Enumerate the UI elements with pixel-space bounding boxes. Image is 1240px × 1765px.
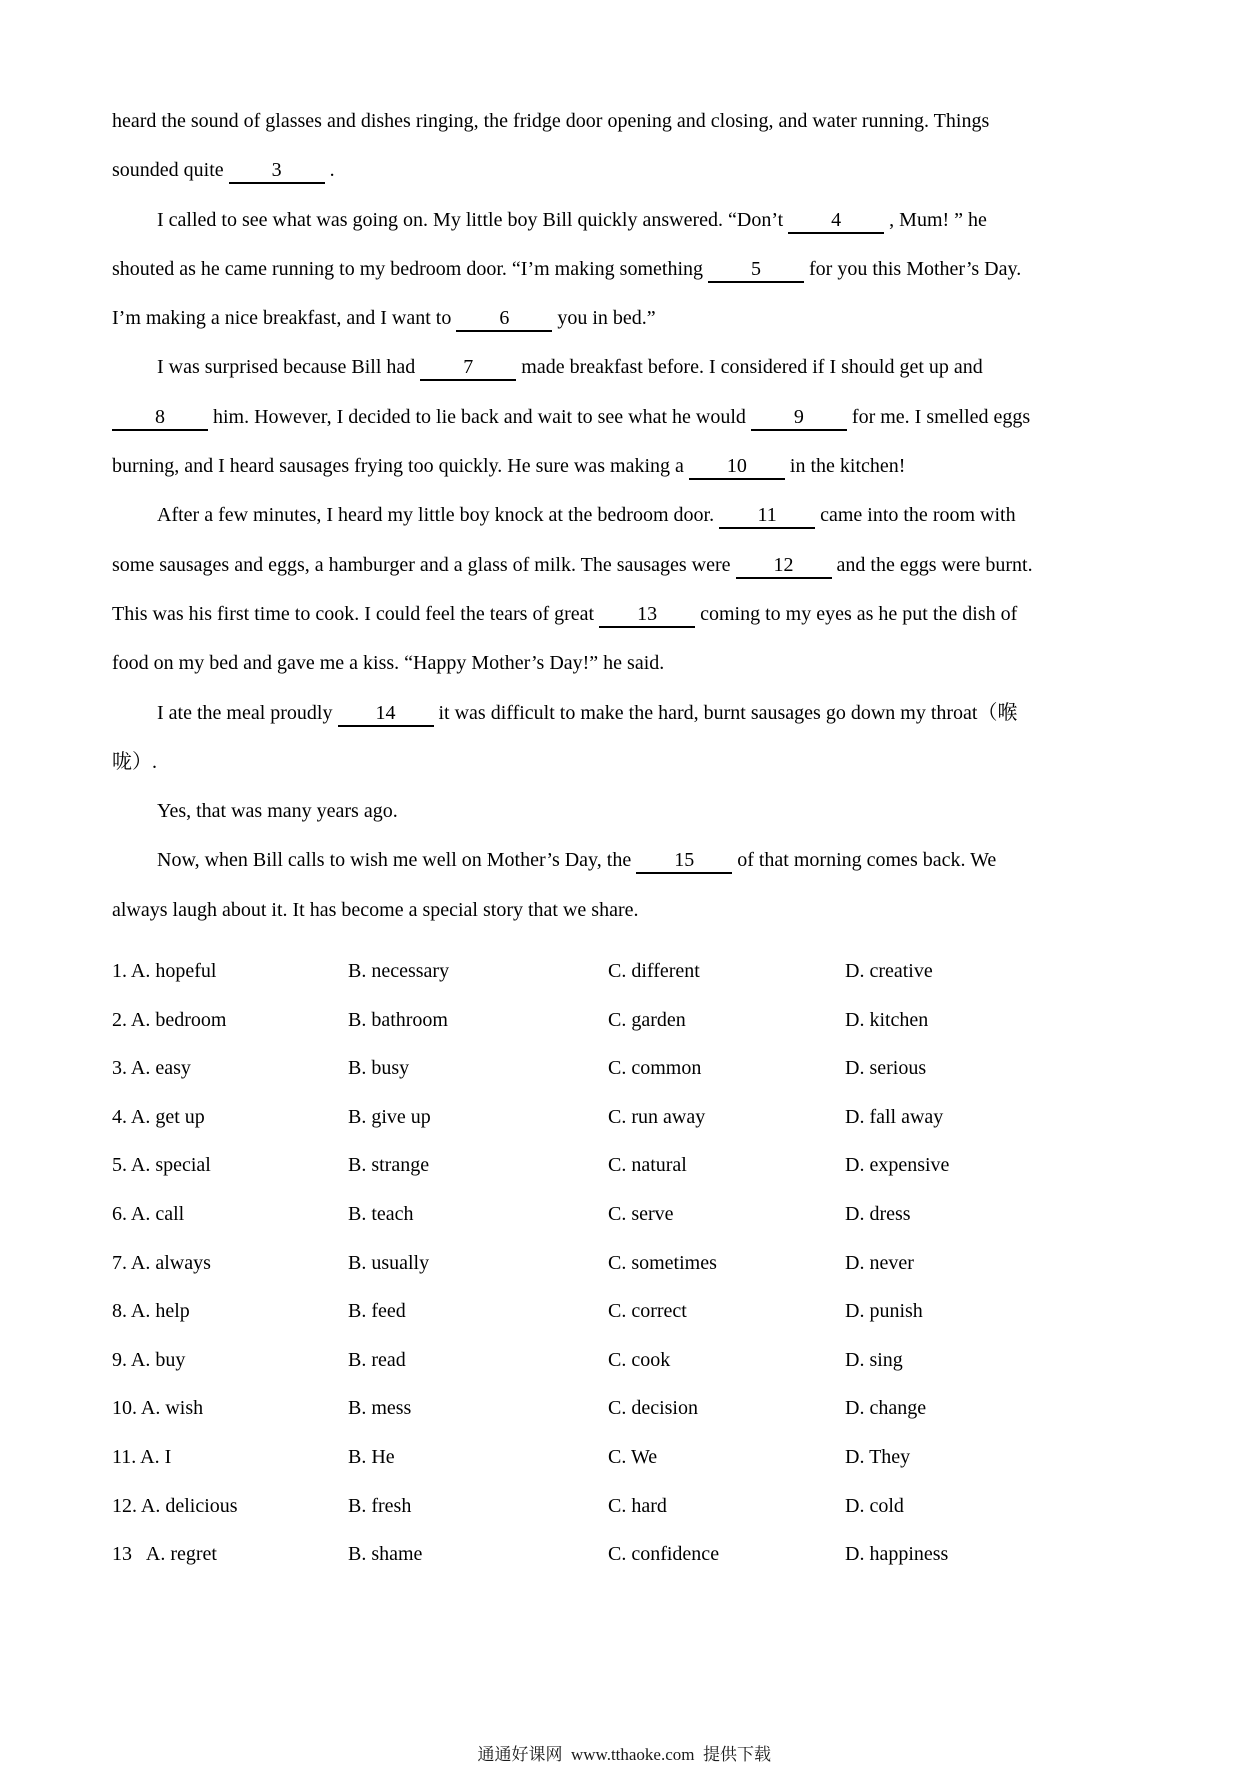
blank-5: 5 <box>708 258 804 283</box>
option-row-9-cell-c: C. cook <box>608 1348 671 1371</box>
passage-text: and the eggs were burnt. <box>831 553 1033 576</box>
blank-10: 10 <box>689 455 785 480</box>
option-row-4-cell-a: 4. A. get up <box>112 1105 205 1128</box>
document-page-content <box>112 97 1192 1579</box>
option-row-3-cell-a: 3. A. easy <box>112 1057 191 1080</box>
option-row-6-cell-a: 6. A. call <box>112 1203 185 1226</box>
passage-text: in the kitchen! <box>784 455 906 478</box>
passage-line-7 <box>112 393 1192 442</box>
option-row-13-cell-d: D. happiness <box>845 1543 949 1566</box>
passage-text: Yes, that was many years ago. <box>157 800 398 823</box>
option-row-2-cell-b: B. bathroom <box>348 1008 448 1031</box>
option-row-10-cell-b: B. mess <box>348 1397 412 1420</box>
passage-line-6 <box>112 343 1192 392</box>
passage-text: burning, and I heard sausages frying too quickly. He sure was making a <box>112 455 689 478</box>
passage-text: After a few minutes, I heard my little boy knock at the bedroom door. <box>157 504 720 527</box>
option-row-10-cell-d: D. change <box>845 1397 927 1420</box>
option-row-10-cell-a: 10. A. wish <box>112 1397 204 1420</box>
passage-text: I called to see what was going on. My little boy Bill quickly answered. “Don’t <box>157 208 789 231</box>
passage-text: for you this Mother’s Day. <box>804 257 1022 280</box>
option-row-1-cell-b: B. necessary <box>348 960 450 983</box>
passage-text: I was surprised because Bill had <box>157 356 421 379</box>
option-row-13-cell-a: 13 A. regret <box>112 1543 217 1566</box>
option-row-6-cell-c: C. serve <box>608 1203 674 1226</box>
option-row-8-cell-b: B. feed <box>348 1300 406 1323</box>
blank-13: 13 <box>599 603 695 628</box>
blank-14: 14 <box>338 702 434 727</box>
option-row-1-cell-a: 1. A. hopeful <box>112 960 217 983</box>
blank-4: 4 <box>788 209 884 234</box>
blank-15: 15 <box>636 849 732 874</box>
option-row-6-cell-d: D. dress <box>845 1203 911 1226</box>
option-row-4-cell-d: D. fall away <box>845 1105 944 1128</box>
passage-line-13 <box>112 689 1192 738</box>
option-row-11-cell-d: D. They <box>845 1445 911 1468</box>
passage-text: sounded quite <box>112 159 229 182</box>
passage-line-5 <box>112 294 1192 343</box>
option-row-8-cell-c: C. correct <box>608 1300 687 1323</box>
passage-line-10 <box>112 541 1192 590</box>
passage-text: I’m making a nice breakfast, and I want to <box>112 307 457 330</box>
passage-text: I ate the meal proudly <box>157 701 338 724</box>
option-row-10-cell-c: C. decision <box>608 1397 698 1420</box>
blank-6: 6 <box>456 307 552 332</box>
passage-text: of that morning comes back. We <box>732 849 997 872</box>
passage-text: for me. I smelled eggs <box>846 405 1031 428</box>
passage-text: heard the sound of glasses and dishes ringing, the fridge door opening and closing, and water running. Things <box>112 110 990 132</box>
option-row-11-cell-b: B. He <box>348 1445 395 1468</box>
passage-line-12 <box>112 639 1192 688</box>
option-row-5-cell-c: C. natural <box>608 1154 687 1177</box>
passage-text: , Mum! ” he <box>884 208 987 231</box>
option-row-1-cell-d: D. creative <box>845 960 933 983</box>
option-row-9-cell-a: 9. A. buy <box>112 1348 186 1371</box>
option-row-8-cell-a: 8. A. help <box>112 1300 190 1323</box>
option-row-9-cell-d: D. sing <box>845 1348 903 1371</box>
passage-line-17 <box>112 886 1192 935</box>
option-row-12-cell-a: 12. A. delicious <box>112 1494 238 1517</box>
option-row-4-cell-c: C. run away <box>608 1105 706 1128</box>
option-row-2-cell-d: D. kitchen <box>845 1008 929 1031</box>
passage-line-11 <box>112 590 1192 639</box>
option-row-5-cell-b: B. strange <box>348 1154 430 1177</box>
passage-text: 咙）. <box>112 750 157 773</box>
blank-11: 11 <box>719 504 815 529</box>
option-row-11-cell-a: 11. A. I <box>112 1445 172 1468</box>
passage-text: This was his first time to cook. I could feel the tears of great <box>112 602 600 625</box>
option-row-11-cell-c: C. We <box>608 1445 658 1468</box>
option-row-7-cell-b: B. usually <box>348 1251 430 1274</box>
passage-text: some sausages and eggs, a hamburger and a glass of milk. The sausages were <box>112 553 736 576</box>
option-row-7-cell-d: D. never <box>845 1251 914 1274</box>
option-row-2-cell-a: 2. A. bedroom <box>112 1008 227 1031</box>
page-footer <box>0 1720 1240 1765</box>
passage-text: you in bed.” <box>552 307 656 330</box>
option-row-3-cell-b: B. busy <box>348 1057 410 1080</box>
passage-text: always laugh about it. It has become a special story that we share. <box>112 898 639 921</box>
passage-text: Now, when Bill calls to wish me well on Mother’s Day, the <box>157 849 637 872</box>
passage-line-3 <box>112 196 1192 245</box>
option-row-5-cell-a: 5. A. special <box>112 1154 211 1177</box>
passage-line-2 <box>112 146 1192 195</box>
option-row-2-cell-c: C. garden <box>608 1008 686 1031</box>
cloze-passage <box>112 97 1192 935</box>
option-row-3-cell-d: D. serious <box>845 1057 927 1080</box>
option-row-3-cell-c: C. common <box>608 1057 702 1080</box>
passage-line-15 <box>112 787 1192 836</box>
passage-text: shouted as he came running to my bedroom door. “I’m making something <box>112 257 708 280</box>
blank-8: 8 <box>112 406 208 431</box>
option-row-4-cell-b: B. give up <box>348 1105 431 1128</box>
option-row-1-cell-c: C. different <box>608 960 700 983</box>
option-row-13-cell-c: C. confidence <box>608 1543 720 1566</box>
option-row-7-cell-c: C. sometimes <box>608 1251 717 1274</box>
passage-text: . <box>324 159 335 182</box>
blank-3: 3 <box>229 159 325 184</box>
option-row-5-cell-d: D. expensive <box>845 1154 950 1177</box>
option-row-9-cell-b: B. read <box>348 1348 406 1371</box>
passage-text: came into the room with <box>815 504 1016 527</box>
option-row-7-cell-a: 7. A. always <box>112 1251 211 1274</box>
passage-line-8 <box>112 442 1192 491</box>
passage-text: him. However, I decided to lie back and wait to see what he would <box>208 405 751 428</box>
passage-text: made breakfast before. I considered if I should get up and <box>516 356 983 379</box>
passage-text: coming to my eyes as he put the dish of <box>695 602 1018 625</box>
passage-line-14 <box>112 738 1192 787</box>
blank-12: 12 <box>736 554 832 579</box>
option-row-6-cell-b: B. teach <box>348 1203 414 1226</box>
passage-text: it was difficult to make the hard, burnt sausages go down my throat（喉 <box>433 701 1018 724</box>
options-table <box>112 947 1192 1579</box>
footer-text: 通通好课网 www.tthaoke.com 提供下载 <box>477 1745 772 1764</box>
blank-7: 7 <box>420 356 516 381</box>
option-row-12-cell-c: C. hard <box>608 1494 667 1517</box>
passage-line-1 <box>112 97 1192 146</box>
option-row-13-cell-b: B. shame <box>348 1543 423 1566</box>
option-row-8-cell-d: D. punish <box>845 1300 923 1323</box>
passage-line-9 <box>112 491 1192 540</box>
passage-line-4 <box>112 245 1192 294</box>
passage-text: food on my bed and gave me a kiss. “Happy Mother’s Day!” he said. <box>112 652 665 675</box>
option-row-12-cell-b: B. fresh <box>348 1494 412 1517</box>
blank-9: 9 <box>751 406 847 431</box>
passage-line-16 <box>112 836 1192 885</box>
option-row-12-cell-d: D. cold <box>845 1494 904 1517</box>
